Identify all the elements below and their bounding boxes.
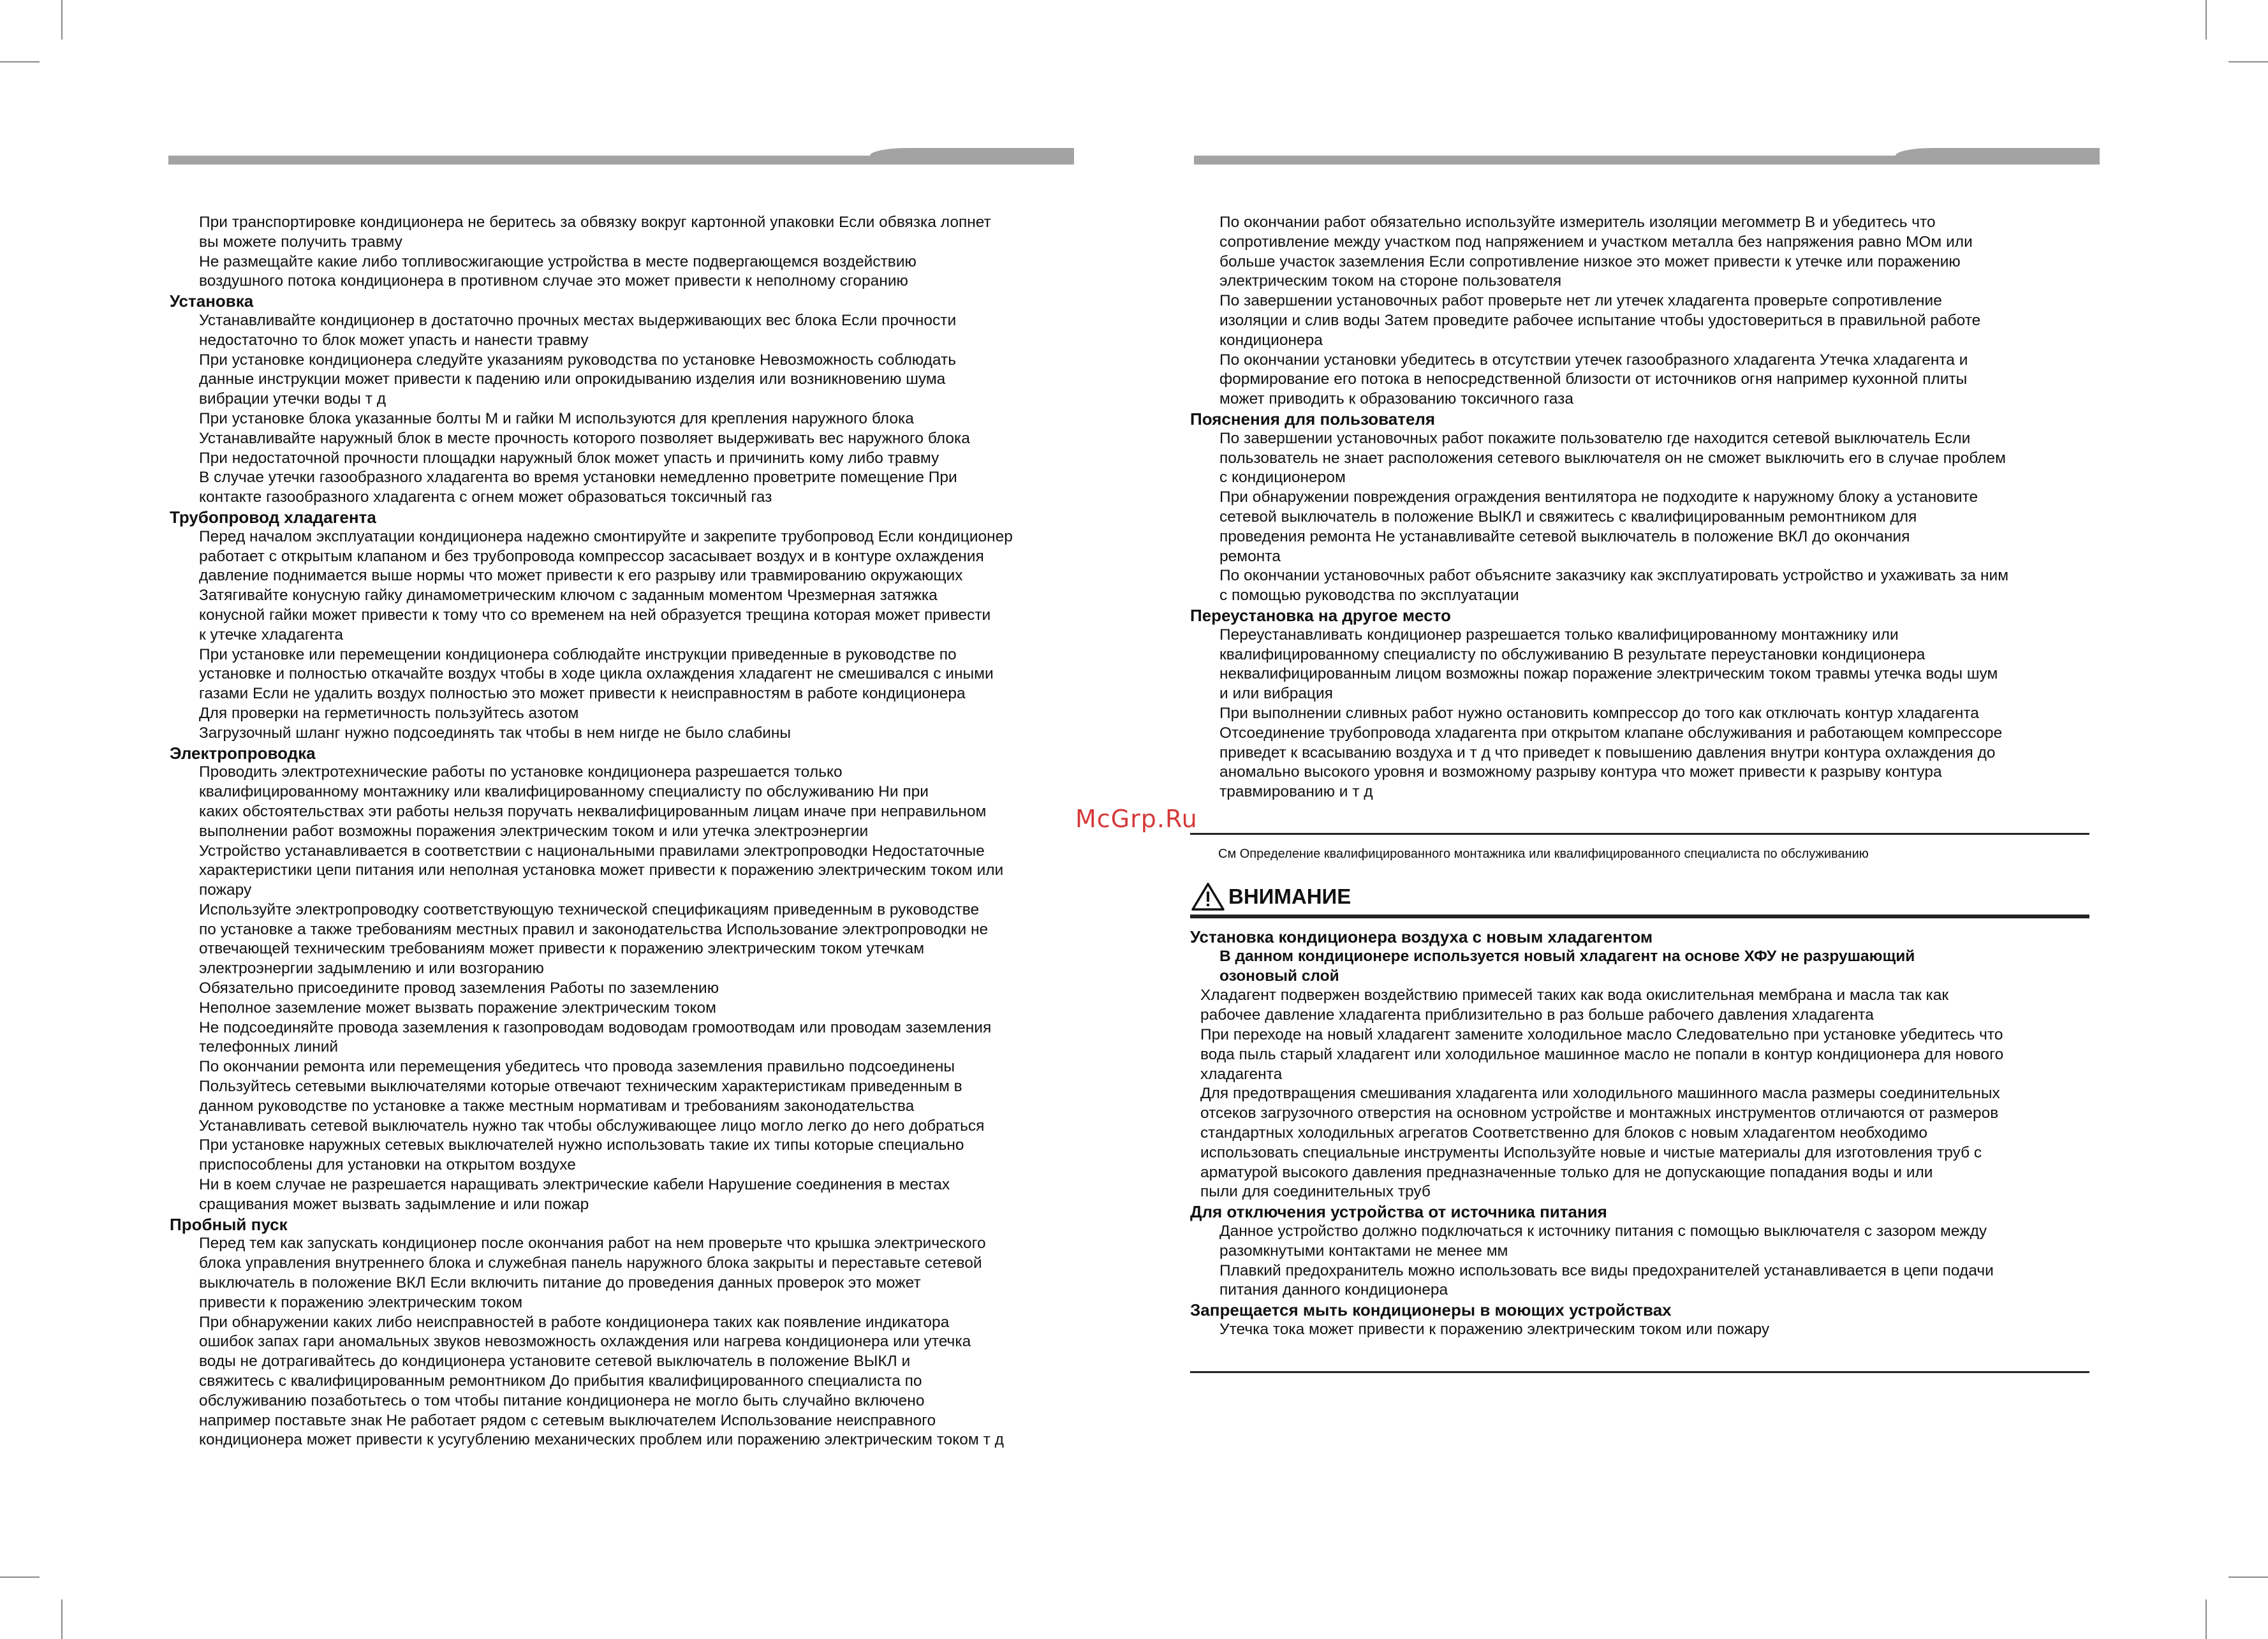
- text-line: Устанавливать сетевой выключатель нужно так чтобы обслуживающее лицо могло легко до него добраться: [199, 1117, 985, 1135]
- crop-mark: [61, 0, 63, 40]
- text-line: квалифицированному монтажнику или квалифицированному специалисту по обслуживанию Ни при: [199, 783, 929, 801]
- text-line: При установке наружных сетевых выключателей нужно использовать такие их типы которые специально: [199, 1136, 964, 1154]
- text-line: При обнаружении повреждения ограждения вентилятора не подходите к наружному блоку а установите: [1219, 489, 1978, 506]
- text-line: рабочее давление хладагента приблизительно в раз больше рабочего давления хладагента: [1200, 1006, 1874, 1024]
- text-line: электроэнергии задымлению и или возгоранию: [199, 960, 544, 978]
- text-line: Хладагент подвержен воздействию примесей таких как вода окислительная мембрана и масла так как: [1200, 987, 1949, 1004]
- section-heading: Пояснения для пользователя: [1190, 409, 1436, 429]
- text-line: По окончании работ обязательно используйте измеритель изоляции мегомметр В и убедитесь что: [1219, 214, 1936, 231]
- text-line: Данное устройство должно подключаться к источнику питания с помощью выключателя с зазором между: [1219, 1222, 1987, 1240]
- text-line: конусной гайки может привести к тому что со временем на ней образуется трещина которая может привести: [199, 606, 991, 624]
- section-heading: Установка кондиционера воздуха с новым хладагентом: [1190, 927, 1653, 946]
- crop-mark: [61, 1599, 63, 1639]
- text-line: с помощью руководства по эксплуатации: [1219, 587, 1519, 605]
- text-line: Ни в коем случае не разрешается наращивать электрические кабели Нарушение соединения в местах: [199, 1176, 950, 1194]
- text-line: например поставьте знак Не работает рядом с сетевым выключателем Использование неисправного: [199, 1411, 936, 1429]
- text-line: При установке или перемещении кондиционера соблюдайте инструкции приведенные в руководстве по: [199, 645, 957, 663]
- text-line: сетевой выключатель в положение ВЫКЛ и свяжитесь с квалифицированным ремонтником для: [1219, 508, 1917, 526]
- crop-mark: [2205, 1599, 2207, 1639]
- header-bar-left: [168, 156, 1074, 165]
- crop-mark: [2205, 0, 2207, 40]
- right-column-text-top: [1190, 213, 2096, 802]
- text-line: и или вибрация: [1219, 685, 1333, 703]
- text-line: Пользуйтесь сетевыми выключателями которые отвечают техническим характеристикам приведенным в: [199, 1078, 962, 1096]
- text-line: Для предотвращения смешивания хладагента или холодильного машинного масла размеры соединительных: [1200, 1085, 2000, 1103]
- text-line: данном руководстве по установке а также местным нормативам и требованиям законодательства: [199, 1097, 915, 1115]
- text-line: вы можете получить травму: [199, 233, 402, 251]
- text-line: может приводить к образованию токсичного газа: [1219, 390, 1573, 408]
- text-line: При выполнении сливных работ нужно остановить компрессор до того как отключать контур хладагента: [1219, 704, 1979, 722]
- warning-triangle-icon: [1191, 882, 1225, 911]
- text-line: вибрации утечки воды т д: [199, 390, 387, 408]
- divider-line-bottom: [1190, 1371, 2089, 1373]
- text-line: давление поднимается выше нормы что может привести к его разрыву или травмированию окружающих: [199, 567, 963, 585]
- text-line: Перед началом эксплуатации кондиционера надежно смонтируйте и закрепите трубопровод Если кондиционер: [199, 527, 1013, 545]
- text-line: Затягивайте конусную гайку динамометрическим ключом с заданным моментом Чрезмерная затяжка: [199, 587, 938, 605]
- text-line: проведения ремонта Не устанавливайте сетевой выключатель в положение ВКЛ до окончания: [1219, 527, 1910, 545]
- text-line: пользователь не знает расположения сетевого выключателя он не сможет выключить его в случае проблем: [1219, 449, 2006, 467]
- text-line: недостаточно то блок может упасть и нанести травму: [199, 331, 589, 349]
- text-line: больше участок заземления Если сопротивление низкое это может привести к утечке или поражению: [1219, 253, 1961, 270]
- crop-mark: [0, 1577, 40, 1578]
- text-line: сращивания может вызвать задымление и или пожар: [199, 1195, 589, 1213]
- text-line: воздушного потока кондиционера в противном случае это может привести к неполному сгоранию: [199, 272, 908, 290]
- text-line: выполнении работ возможны поражения электрическим током и или утечка электроэнергии: [199, 822, 869, 840]
- crop-mark: [2228, 1577, 2268, 1578]
- text-line: каких обстоятельствах эти работы нельзя поручать неквалифицированным лицам иначе при неправильном: [199, 802, 987, 820]
- text-line: Плавкий предохранитель можно использовать все виды предохранителей устанавливается в цепи подачи: [1219, 1261, 1994, 1279]
- text-line: по установке а также требованиям местных правил и законодательства Использование электропроводки не: [199, 920, 989, 938]
- text-line: хладагента: [1200, 1065, 1283, 1083]
- text-line: пыли для соединительных труб: [1200, 1183, 1431, 1201]
- watermark: McGrp.Ru: [1075, 805, 1198, 833]
- header-bar-right: [1194, 156, 2100, 165]
- text-line: ошибок запах гари аномальных звуков невозможность охлаждения или нагрева кондиционера или утечка: [199, 1333, 971, 1351]
- text-line: характеристики цепи питания или неполная установка может привести к поражению электрическим током или: [199, 862, 1004, 879]
- text-line: Устройство устанавливается в соответствии с национальными правилами электропроводки Недостаточные: [199, 842, 985, 860]
- text-line: телефонных линий: [199, 1038, 339, 1056]
- text-line: При недостаточной прочности площадки наружный блок может упасть и причинить кому либо травму: [199, 449, 939, 467]
- text-line: По окончании установки убедитесь в отсутствии утечек газообразного хладагента Утечка хладагента и: [1219, 351, 1968, 369]
- text-line: привести к поражению электрическим током: [199, 1293, 523, 1311]
- text-line: озоновый слой: [1219, 967, 1339, 985]
- text-line: При переходе на новый хладагент замените холодильное масло Следовательно при установке убедитесь что: [1200, 1025, 2003, 1043]
- text-line: При транспортировке кондиционера не беритесь за обвязку вокруг картонной упаковки Если обвязка лопнет: [199, 214, 991, 231]
- crop-mark: [2228, 61, 2268, 62]
- section-heading: Установка: [170, 291, 254, 311]
- text-line: В данном кондиционере используется новый хладагент на основе ХФУ не разрушающий: [1219, 947, 1915, 965]
- text-line: кондиционера: [1219, 331, 1323, 349]
- text-line: Переустанавливать кондиционер разрешается только квалифицированному монтажнику или: [1219, 626, 1899, 643]
- text-line: к утечке хладагента: [199, 626, 343, 643]
- text-line: арматурой высокого давления предназначенные только для не допускающие попадания воды и или: [1200, 1163, 1933, 1181]
- text-line: Загрузочный шланг нужно подсоединять так чтобы в нем нигде не было слабины: [199, 724, 792, 742]
- text-line: травмированию и т д: [1219, 783, 1373, 801]
- text-line: квалифицированному специалисту по обслуживанию В результате переустановки кондиционера: [1219, 645, 1926, 663]
- section-heading: Для отключения устройства от источника питания: [1190, 1202, 1607, 1222]
- text-line: неквалифицированным лицом возможны пожар поражение электрическим током травмы утечка воды шум: [1219, 665, 1998, 683]
- text-line: пожару: [199, 881, 252, 899]
- text-line: аномально высокого уровня и возможному разрыву контура что может привести к разрыву контура: [1219, 763, 1942, 781]
- footnote: См Определение квалифицированного монтажника или квалифицированного специалиста по обслуживанию: [1218, 847, 1869, 861]
- warning-underline: [1190, 915, 2089, 918]
- text-line: Устанавливайте наружный блок в месте прочность которого позволяет выдерживать вес наружного блока: [199, 429, 970, 447]
- text-line: газами Если не удалить воздух полностью это может привести к неисправностям в работе кондиционера: [199, 685, 966, 703]
- text-line: отвечающей техническим требованиям может привести к поражению электрическим током утечкам: [199, 940, 925, 958]
- left-column-text: [170, 213, 1075, 1450]
- text-line: Отсоединение трубопровода хладагента при открытом клапане обслуживания и работающем компрессоре: [1219, 724, 2003, 742]
- text-line: с кондиционером: [1219, 469, 1346, 487]
- text-line: работает с открытым клапаном и без трубопровода компрессор засасывает воздух и в контуре охлаждения: [199, 547, 984, 565]
- text-line: приведет к всасыванию воздуха и т д что приведет к повышению давления внутри контура охлаждения до: [1219, 744, 1996, 761]
- text-line: кондиционера может привести к усугублению механических проблем или поражению электрическим током т д: [199, 1431, 1004, 1449]
- text-line: стандартных холодильных агрегатов Соответственно для блоков с новым хладагентом необходимо: [1200, 1124, 1927, 1142]
- text-line: Обязательно присоедините провод заземления Работы по заземлению: [199, 980, 719, 997]
- text-line: блока управления внутреннего блока и служебная панель наружного блока закрыты и переставьте сетевой: [199, 1254, 982, 1272]
- text-line: При установке кондиционера следуйте указаниям руководства по установке Невозможность соблюдать: [199, 351, 956, 369]
- text-line: Утечка тока может привести к поражению электрическим током или пожару: [1219, 1320, 1770, 1338]
- text-line: данные инструкции может привести к падению или опрокидыванию изделия или возникновению шума: [199, 371, 946, 388]
- section-heading: Электропроводка: [170, 743, 316, 763]
- warning-title: ВНИМАНИЕ: [1228, 885, 1351, 908]
- text-line: По завершении установочных работ проверьте нет ли утечек хладагента проверьте сопротивление: [1219, 292, 1942, 310]
- text-line: Устанавливайте кондиционер в достаточно прочных местах выдерживающих вес блока Если прочности: [199, 311, 957, 329]
- section-heading: Пробный пуск: [170, 1214, 288, 1234]
- text-line: изоляции и слив воды Затем проведите рабочее испытание чтобы удостовериться в правильной работе: [1219, 311, 1981, 329]
- text-line: сопротивление между участком под напряжением и участком металла без напряжения равно МОм или: [1219, 233, 1973, 251]
- text-line: Перед тем как запускать кондиционер после окончания работ на нем проверьте что крышка электрического: [199, 1235, 986, 1253]
- text-line: электрическим током на стороне пользователя: [1219, 272, 1562, 290]
- right-column-text-bottom: [1190, 927, 2096, 1340]
- text-line: формирование его потока в непосредственной близости от источников огня например кухонной плиты: [1219, 371, 1968, 388]
- text-line: По окончании установочных работ объясните заказчику как эксплуатировать устройство и ухаживать за ним: [1219, 567, 2009, 585]
- text-line: использовать специальные инструменты Используйте новые и чистые материалы для изготовления труб с: [1200, 1143, 1982, 1161]
- text-line: При установке блока указанные болты М и гайки М используются для крепления наружного блока: [199, 409, 914, 427]
- crop-mark: [0, 61, 40, 62]
- text-line: отсеков загрузочного отверстия на основном устройстве и монтажных инструментов отличаются от размеров: [1200, 1105, 1999, 1122]
- text-line: По завершении установочных работ покажите пользователю где находится сетевой выключатель Если: [1219, 429, 1971, 447]
- text-line: питания данного кондиционера: [1219, 1281, 1448, 1299]
- text-line: свяжитесь с квалифицированным ремонтником До прибытия квалифицированного специалиста по: [199, 1372, 922, 1390]
- text-line: приспособлены для установки на открытом воздухе: [199, 1156, 576, 1174]
- warning-header: [1191, 883, 1351, 911]
- text-line: обслуживанию позаботьтесь о том чтобы питание кондиционера не могло быть случайно включено: [199, 1392, 925, 1409]
- text-line: В случае утечки газообразного хладагента во время установки немедленно проветрите помещение При: [199, 469, 957, 487]
- text-line: разомкнутыми контактами не менее мм: [1219, 1242, 1508, 1260]
- section-heading: Запрещается мыть кондиционеры в моющих устройствах: [1190, 1300, 1672, 1320]
- divider-line: [1190, 833, 2089, 835]
- text-line: При обнаружении каких либо неисправностей в работе кондиционера таких как появление индикатора: [199, 1313, 950, 1331]
- text-line: Проводить электротехнические работы по установке кондиционера разрешается только: [199, 763, 843, 781]
- text-line: установке и полностью откачайте воздух чтобы в ходе цикла охлаждения хладагент не смешивался с иными: [199, 665, 994, 683]
- section-heading: Трубопровод хладагента: [170, 507, 376, 527]
- text-line: вода пыль старый хладагент или холодильное машинное масло не попали в контур кондиционера для нового: [1200, 1045, 2004, 1063]
- text-line: Для проверки на герметичность пользуйтесь азотом: [199, 704, 579, 722]
- text-line: ремонта: [1219, 547, 1281, 565]
- text-line: выключатель в положение ВКЛ Если включить питание до проведения данных проверок это может: [199, 1274, 921, 1292]
- text-line: Используйте электропроводку соответствующую технической спецификациям приведенным в руководстве: [199, 900, 980, 918]
- text-line: воды не дотрагивайтесь до кондиционера установите сетевой выключатель в положение ВЫКЛ и: [199, 1353, 911, 1371]
- text-line: По окончании ремонта или перемещения убедитесь что провода заземления правильно подсоединены: [199, 1058, 955, 1076]
- text-line: контакте газообразного хладагента с огнем может образоваться токсичный газ: [199, 489, 772, 506]
- section-heading: Переустановка на другое место: [1190, 605, 1451, 625]
- text-line: Не размещайте какие либо топливосжигающие устройства в месте подвергающемся воздействию: [199, 253, 917, 270]
- text-line: Не подсоединяйте провода заземления к газопроводам водоводам громоотводам или проводам заземления: [199, 1018, 992, 1036]
- text-line: Неполное заземление может вызвать поражение электрическим током: [199, 999, 716, 1017]
